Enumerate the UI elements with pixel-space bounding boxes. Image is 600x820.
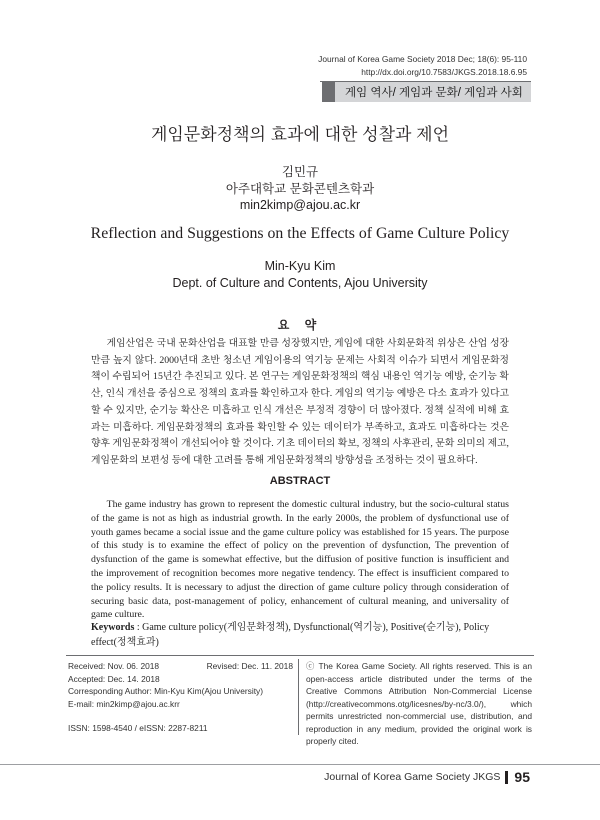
keywords bbox=[91, 621, 509, 650]
author-name-english: Min-Kyu Kim bbox=[264, 259, 336, 273]
category-label: 게임 역사/ 게임과 문화/ 게임과 사회 bbox=[345, 87, 523, 99]
doi-link[interactable]: http://dx.doi.org/10.7583/JKGS.2018.18.6.95 bbox=[361, 67, 527, 77]
page-number-separator bbox=[505, 771, 508, 784]
page-footer bbox=[324, 769, 530, 785]
category-band bbox=[335, 82, 531, 102]
submission-info bbox=[68, 660, 293, 735]
keywords-label: Keywords bbox=[91, 622, 135, 633]
keywords-text: : Game culture policy(게임문화정책), Dysfunctional(역기능), Positive(순기능), Policy effect(정책효과) bbox=[91, 622, 490, 648]
footer-column-divider bbox=[298, 659, 299, 735]
title-english: Reflection and Suggestions on the Effects of Game Culture Policy bbox=[90, 225, 510, 242]
author-block-english bbox=[0, 258, 600, 292]
abstract-english-heading: ABSTRACT bbox=[269, 475, 331, 487]
revised-date: Revised: Dec. 11. 2018 bbox=[206, 661, 293, 671]
author-block-korean bbox=[0, 164, 600, 214]
abstract-english-text: The game industry has grown to represent the domestic cultural industry, but the socio-cultural status of the game is not as high as industrial growth. In the early 2000s, the problem of dysfunctional use of youth games became a social issue and the game culture policy was established for 15 years. The purpose of this study is to examine the effect of policy on the prevention of dysfunction, The prevention of dysfunction of the game is somewhat effective, but the diffusion of positive function is insufficient and the improvement of recognition becomes more negative tendency. The effect is insufficient compared to the policy results. It is necessary to adjust the direction of game culture policy through consideration of securing basic data, post-management of policy, enhancement of cultural meaning, and universality of game culture. bbox=[91, 499, 509, 621]
page-number: 95 bbox=[514, 769, 530, 785]
author-name-korean: 김민규 bbox=[281, 165, 319, 179]
footer-journal-name: Journal of Korea Game Society JKGS bbox=[324, 771, 501, 783]
accepted-date: Accepted: Dec. 14. 2018 bbox=[68, 673, 160, 684]
author-affiliation-korean: 아주대학교 문화콘텐츠학과 bbox=[225, 181, 375, 196]
author-affiliation-english: Dept. of Culture and Contents, Ajou University bbox=[172, 276, 428, 290]
issn: ISSN: 1598-4540 / eISSN: 2287-8211 bbox=[68, 723, 208, 733]
journal-citation bbox=[318, 53, 527, 79]
page-footer-rule bbox=[0, 764, 600, 765]
abstract-korean-heading: 요 약 bbox=[277, 318, 323, 332]
corresponding-email[interactable]: E-mail: min2kimp@ajou.ac.krr bbox=[68, 698, 180, 709]
title-korean: 게임문화정책의 효과에 대한 성찰과 제언 bbox=[150, 125, 450, 144]
received-revised-row bbox=[68, 660, 293, 673]
corresponding-author: Corresponding Author: Min-Kyu Kim(Ajou University) bbox=[68, 686, 264, 696]
category-marker bbox=[322, 82, 335, 102]
license-notice: ⓒ The Korea Game Society. All rights reserved. This is an open-access article distributed under the terms of the Creative Commons Attribution Non-Commercial License (http://creativecommons.otg/licesnes/by-nc/3.0/), which permits unrestricted non-commercial use, distribution, and reproduction in any medium, provided the original work is properly cited. bbox=[306, 661, 532, 746]
footer-divider bbox=[66, 655, 534, 656]
received-date: Received: Nov. 06. 2018 bbox=[68, 661, 160, 671]
journal-issue-line: Journal of Korea Game Society 2018 Dec; 18(6): 95-110 bbox=[318, 54, 527, 64]
abstract-korean-text: 게임산업은 국내 문화산업을 대표할 만큼 성장했지만, 게임에 대한 사회문화적 위상은 산업 성장만큼 높지 않다. 2000년대 초반 청소년 게임이용의 역기능 문제는 사회적 이슈가 되면서 게임문화정책이 수립되어 15년간 추진되고 있다. 본 연구는 게임문화정책의 핵심 내용인 역기능 예방, 순기능 확산, 인식 개선을 중심으로 정책의 효과를 확인하고자 한다. 게임의 역기능 예방은 다소 효과가 있다고 할 수 있지만, 순기능 확산은 미흡하고 인식 개선은 부정적 경향이 더 많아졌다. 정책 실적에 비해 효과는 미흡하다. 게임문화정책의 효과를 확인할 수 있는 데이터가 부족하고, 효과도 미흡하다는 것은 향후 게임문화정책이 개선되어야 할 것이다. 기초 데이터의 확보, 정책의 사후관리, 문화 의미의 제고, 게임문화의 보편성 등에 대한 고려를 통해 게임문화정책의 방향성을 조정하는 것이 필요하다. bbox=[91, 338, 509, 466]
author-email[interactable]: min2kimp@ajou.ac.kr bbox=[239, 198, 361, 212]
